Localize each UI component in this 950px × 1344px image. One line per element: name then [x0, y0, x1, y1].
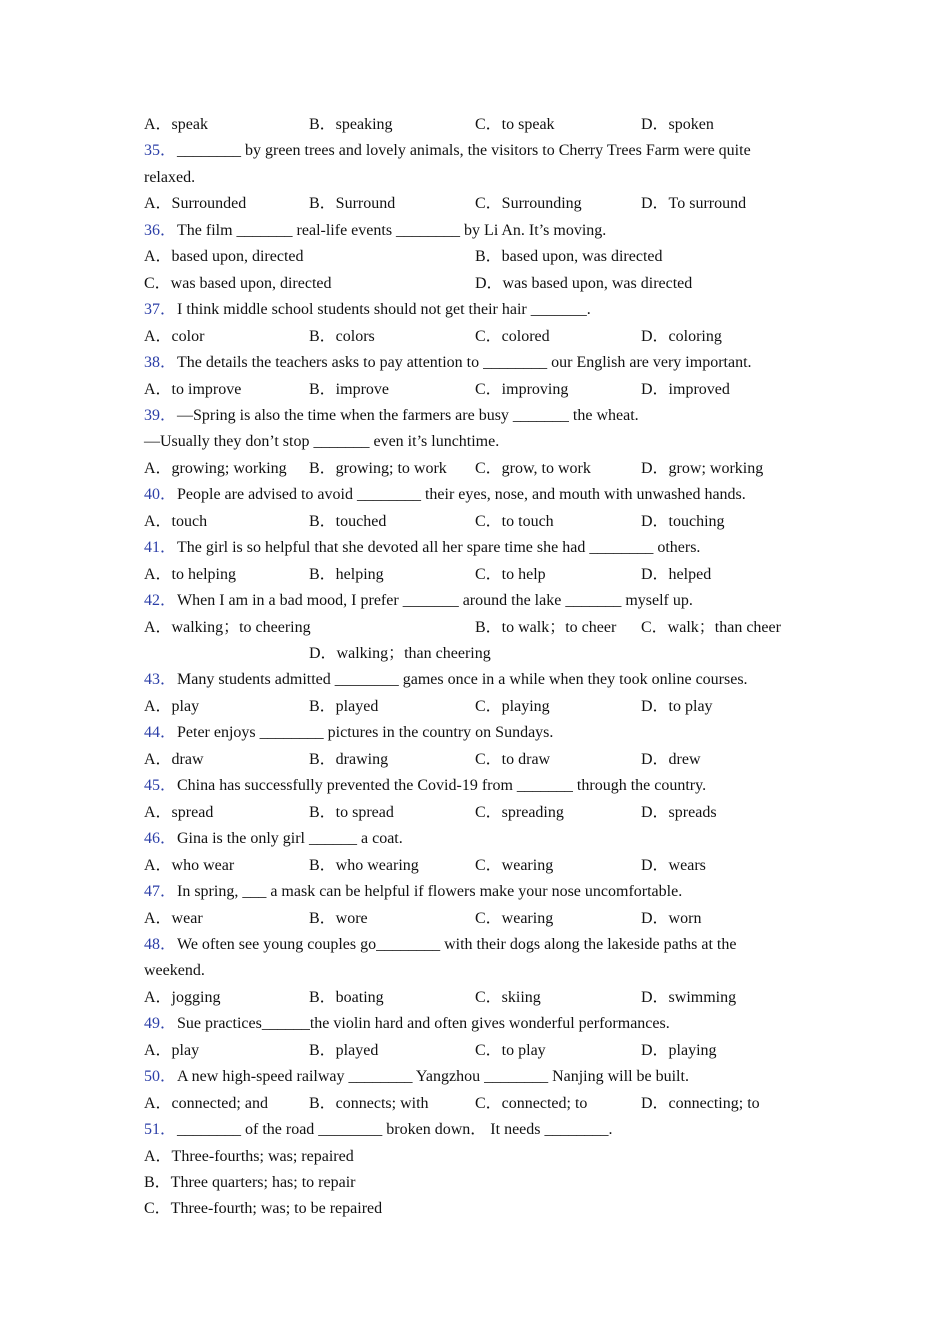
answer-option: C．skiing: [475, 988, 541, 1006]
answer-option: B．to walk；to cheer: [475, 618, 617, 636]
question-number: 39．: [144, 406, 177, 424]
question-text: —Spring is also the time when the farmers are busy _______ the wheat.: [177, 406, 639, 424]
question-line: [0, 826, 950, 852]
text-line: [0, 1170, 950, 1196]
question-number: 44．: [144, 724, 177, 742]
options-line: [0, 191, 950, 217]
question-line: [0, 138, 950, 164]
answer-option: A．play: [144, 697, 200, 715]
options-line: [0, 562, 950, 588]
answer-option: D．spreads: [641, 803, 717, 821]
answer-option: B．improve: [309, 380, 389, 398]
answer-option: B．helping: [309, 565, 384, 583]
question-text: China has successfully prevented the Covid-19 from _______ through the country.: [177, 777, 707, 795]
question-line: [0, 667, 950, 693]
answer-option: C．was based upon, directed: [144, 274, 332, 292]
question-line: [0, 218, 950, 244]
answer-option: B．speaking: [309, 116, 393, 133]
answer-option: D．touching: [641, 512, 725, 530]
answer-option: D．was based upon, was directed: [475, 274, 693, 292]
answer-option: C．improving: [475, 380, 569, 398]
answer-option: A．Surrounded: [144, 195, 247, 213]
answer-option: D．worn: [641, 909, 702, 927]
question-line: [0, 932, 950, 958]
question-number: 43．: [144, 671, 177, 689]
answer-option: C．to draw: [475, 750, 551, 768]
question-number: 42．: [144, 592, 177, 610]
answer-option: B．based upon, was directed: [475, 248, 663, 266]
answer-option: C．to speak: [475, 116, 555, 133]
options-line: [0, 853, 950, 879]
answer-option: D．helped: [641, 565, 712, 583]
answer-option: A．to improve: [144, 380, 242, 398]
question-number: 38．: [144, 354, 177, 372]
options-line: [0, 244, 950, 270]
answer-option: C．to help: [475, 565, 546, 583]
question-text: I think middle school students should not get their hair _______.: [177, 301, 591, 319]
answer-option: C．connected; to: [475, 1094, 588, 1112]
options-line: [0, 324, 950, 350]
answer-option: A．who wear: [144, 856, 235, 874]
answer-option: C．to play: [475, 1041, 546, 1059]
answer-option: D．wears: [641, 856, 706, 874]
options-line: [0, 747, 950, 773]
answer-option: A．spread: [144, 803, 214, 821]
question-number: 49．: [144, 1015, 177, 1033]
answer-option: B．who wearing: [309, 856, 419, 874]
answer-option: D．grow; working: [641, 459, 764, 477]
question-text: ________ by green trees and lovely animals, the visitors to Cherry Trees Farm were quite: [177, 142, 751, 160]
answer-option: C．walk；than cheer: [641, 618, 781, 636]
question-text: ________ of the road ________ broken down． It needs ________.: [177, 1121, 613, 1139]
answer-option: B．to spread: [309, 803, 394, 821]
answer-option: D．improved: [641, 380, 730, 398]
line-text: B．Three quarters; has; to repair: [144, 1174, 356, 1191]
answer-option: A．draw: [144, 750, 204, 768]
text-line: [0, 1144, 950, 1170]
question-text: Sue practices______the violin hard and often gives wonderful performances.: [177, 1015, 670, 1033]
answer-option: B．connects; with: [309, 1094, 429, 1112]
answer-option: B．drawing: [309, 750, 389, 768]
options-line: [0, 456, 950, 482]
question-number: 36．: [144, 221, 177, 239]
question-line: [0, 535, 950, 561]
answer-option: B．boating: [309, 988, 384, 1006]
answer-option: D．To surround: [641, 195, 747, 213]
question-text: People are advised to avoid ________ their eyes, nose, and mouth with unwashed hands.: [177, 486, 746, 504]
question-line: [0, 297, 950, 323]
question-number: 37．: [144, 301, 177, 319]
options-line: [0, 509, 950, 535]
line-text: relaxed.: [144, 168, 196, 186]
answer-option: A．connected; and: [144, 1094, 268, 1112]
question-line: [0, 1011, 950, 1037]
answer-option: C．playing: [475, 697, 550, 715]
answer-option: D．drew: [641, 750, 701, 768]
options-line: [0, 800, 950, 826]
answer-option: C．grow, to work: [475, 459, 591, 477]
question-line: [0, 588, 950, 614]
answer-option: D．walking；than cheering: [309, 645, 491, 662]
question-number: 47．: [144, 883, 177, 901]
line-text: —Usually they don’t stop _______ even it’s lunchtime.: [144, 433, 500, 451]
question-number: 40．: [144, 486, 177, 504]
answer-option: A．to helping: [144, 565, 236, 583]
answer-option: B．played: [309, 697, 379, 715]
answer-option: A．color: [144, 327, 205, 345]
answer-option: A．based upon, directed: [144, 248, 304, 266]
answer-option: B．Surround: [309, 195, 396, 213]
question-line: [0, 879, 950, 905]
question-number: 41．: [144, 539, 177, 557]
question-text: Gina is the only girl ______ a coat.: [177, 830, 403, 848]
question-text: A new high-speed railway ________ Yangzhou ________ Nanjing will be built.: [177, 1068, 689, 1086]
text-line: [0, 429, 950, 455]
question-number: 51．: [144, 1121, 177, 1139]
answer-option: B．colors: [309, 327, 375, 345]
line-text: weekend.: [144, 962, 205, 980]
answer-option: C．spreading: [475, 803, 564, 821]
answer-option: D．coloring: [641, 327, 722, 345]
answer-option: D．swimming: [641, 988, 737, 1006]
text-line: [0, 165, 950, 191]
answer-option: A．jogging: [144, 988, 221, 1006]
text-line: [0, 958, 950, 984]
options-line: [0, 1038, 950, 1064]
question-number: 48．: [144, 935, 177, 953]
question-text: Many students admitted ________ games once in a while when they took online courses.: [177, 671, 748, 689]
text-line: [0, 1196, 950, 1222]
answer-option: C．wearing: [475, 856, 554, 874]
line-text: A．Three-fourths; was; repaired: [144, 1147, 354, 1165]
options-line: [0, 271, 950, 297]
question-line: [0, 1064, 950, 1090]
question-number: 35．: [144, 142, 177, 160]
question-line: [0, 482, 950, 508]
answer-option: B．growing; to work: [309, 459, 447, 477]
question-number: 45．: [144, 777, 177, 795]
answer-option: D．playing: [641, 1041, 717, 1059]
question-line: [0, 1117, 950, 1143]
question-text: Peter enjoys ________ pictures in the country on Sundays.: [177, 724, 554, 742]
answer-option: D．to play: [641, 697, 713, 715]
answer-option: A．speak: [144, 116, 208, 133]
question-text: The girl is so helpful that she devoted all her spare time she had ________ others.: [177, 539, 701, 557]
answer-option: B．played: [309, 1041, 379, 1059]
answer-option: D．spoken: [641, 116, 714, 133]
answer-option: A．walking；to cheering: [144, 618, 311, 636]
answer-option: A．touch: [144, 512, 208, 530]
options-line: [0, 641, 950, 667]
answer-option: A．wear: [144, 909, 203, 927]
question-line: [0, 773, 950, 799]
question-text: The details the teachers asks to pay attention to ________ our English are very important.: [177, 354, 752, 372]
line-text: C．Three-fourth; was; to be repaired: [144, 1200, 383, 1218]
answer-option: B．wore: [309, 909, 368, 927]
answer-option: D．connecting; to: [641, 1094, 760, 1112]
question-text: When I am in a bad mood, I prefer _______ around the lake _______ myself up.: [177, 592, 693, 610]
options-line: [0, 985, 950, 1011]
answer-option: C．colored: [475, 327, 550, 345]
options-line: [0, 1091, 950, 1117]
question-line: [0, 350, 950, 376]
answer-option: C．wearing: [475, 909, 554, 927]
options-line: [0, 112, 950, 138]
question-number: 46．: [144, 830, 177, 848]
question-text: We often see young couples go________ with their dogs along the lakeside paths at the: [177, 935, 737, 953]
answer-option: C．to touch: [475, 512, 554, 530]
question-line: [0, 403, 950, 429]
options-line: [0, 377, 950, 403]
answer-option: C．Surrounding: [475, 195, 582, 213]
answer-option: B．touched: [309, 512, 387, 530]
options-line: [0, 615, 950, 641]
question-text: In spring, ___ a mask can be helpful if flowers make your nose uncomfortable.: [177, 883, 683, 901]
question-number: 50．: [144, 1068, 177, 1086]
question-line: [0, 720, 950, 746]
options-line: [0, 694, 950, 720]
options-line: [0, 906, 950, 932]
answer-option: A．growing; working: [144, 459, 287, 477]
question-text: The film _______ real-life events ________ by Li An. It’s moving.: [177, 221, 607, 239]
answer-option: A．play: [144, 1041, 200, 1059]
